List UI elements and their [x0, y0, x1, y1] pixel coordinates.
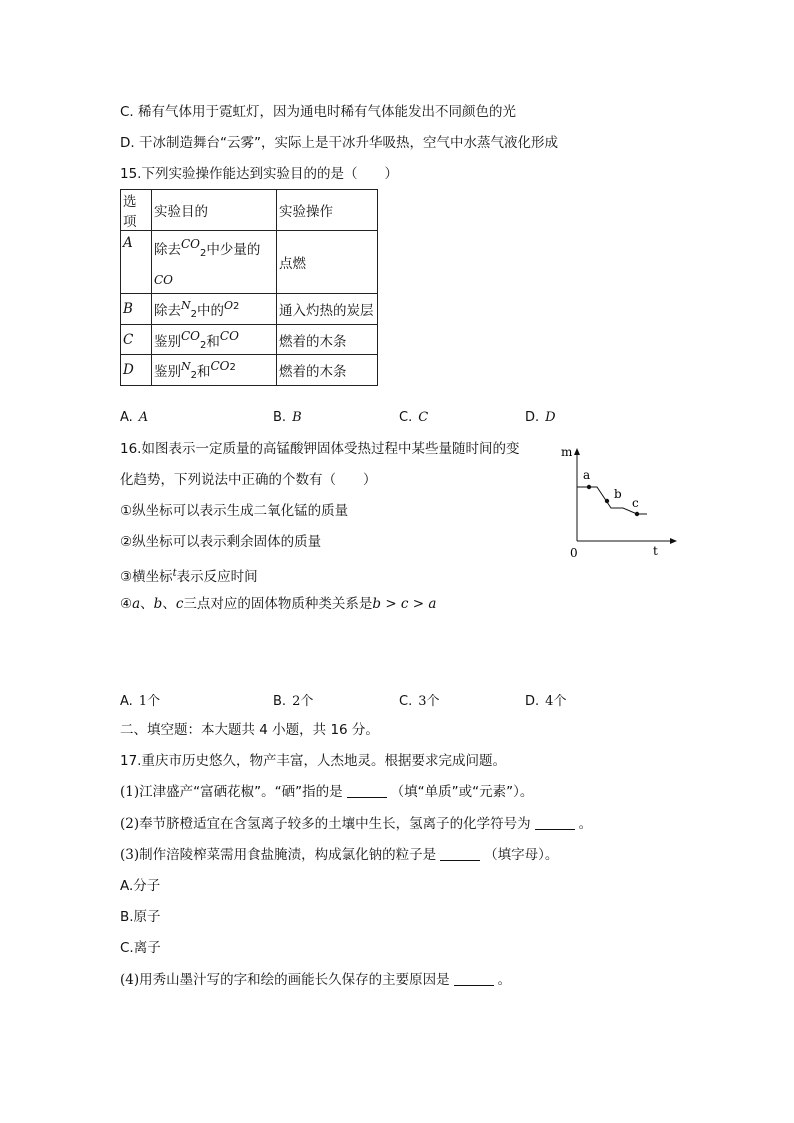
answer-blank[interactable]	[454, 973, 494, 986]
header-action: 实验操作	[277, 190, 378, 231]
question-16-stem-line2: 化趋势，下列说法中正确的个数有（ ）	[120, 472, 377, 488]
q15-option-b[interactable]: B. B	[273, 410, 302, 425]
statement-1: ①纵坐标可以表示生成二氧化锰的质量	[120, 503, 349, 519]
point-c	[635, 512, 639, 516]
question-16-stem-line1: 16.如图表示一定质量的高锰酸钾固体受热过程中某些量随时间的变	[120, 441, 520, 457]
label-a: a	[583, 468, 591, 482]
q16-option-d[interactable]: D. 4个	[525, 694, 567, 709]
option-c-text: C. 稀有气体用于霓虹灯，因为通电时稀有气体能发出不同颜色的光	[120, 104, 517, 120]
table-row	[121, 231, 378, 294]
question-17-stem: 17.重庆市历史悠久，物产丰富，人杰地灵。根据要求完成问题。	[120, 753, 506, 769]
row-label: C	[121, 325, 152, 355]
x-axis-arrow	[670, 538, 677, 544]
q17-option-b[interactable]: B.原子	[120, 909, 161, 925]
statement-2: ②纵坐标可以表示剩余固体的质量	[120, 534, 322, 550]
answer-blank[interactable]	[440, 848, 480, 861]
row-action: 点燃	[277, 231, 378, 294]
origin-label: 0	[570, 546, 578, 560]
row-label: B	[121, 294, 152, 325]
table-header-row	[121, 190, 378, 231]
question-15-stem: 15.下列实验操作能达到实验目的的是（ ）	[120, 166, 398, 182]
row-purpose: 除去$CO_2$中少量的 CO	[152, 231, 277, 294]
row-action: 通入灼热的炭层	[277, 294, 378, 325]
table-row	[121, 325, 378, 355]
q17-part-4: (4)用秀山墨汁写的字和绘的画能长久保存的主要原因是 。	[120, 972, 512, 988]
row-purpose: 鉴别$^N_2$和$CO^2$	[152, 355, 277, 386]
label-b: b	[614, 487, 622, 501]
statement-3: ③横坐标$^t$表示反应时间	[120, 568, 258, 585]
label-c: c	[632, 496, 639, 510]
point-b	[605, 499, 609, 503]
q15-option-d[interactable]: D. D	[525, 410, 556, 425]
row-action: 燃着的木条	[277, 355, 378, 386]
table-row	[121, 294, 378, 325]
q16-option-c[interactable]: C. 3个	[399, 694, 440, 709]
q16-option-a[interactable]: A. 1个	[120, 694, 161, 709]
statement-4: ④a、b、c三点对应的固体物质种类关系是b > c > a	[120, 596, 437, 612]
row-label: D	[121, 355, 152, 386]
q16-option-b[interactable]: B. 2个	[273, 694, 314, 709]
x-axis-label: t	[653, 544, 658, 558]
row-purpose: 鉴别$CO_2$和CO	[152, 325, 277, 355]
header-option: 选项	[121, 190, 152, 231]
row-label: A	[121, 231, 152, 294]
q17-option-a[interactable]: A.分子	[120, 878, 161, 894]
row-action: 燃着的木条	[277, 325, 378, 355]
answer-blank[interactable]	[347, 785, 387, 798]
q15-option-c[interactable]: C. C	[399, 410, 429, 425]
option-d-text: D. 干冰制造舞台“云雾”，实际上是干冰升华吸热，空气中水蒸气液化形成	[120, 135, 558, 151]
q15-option-a[interactable]: A. A	[120, 410, 149, 425]
answer-blank[interactable]	[535, 817, 575, 830]
q17-part-3: (3)制作涪陵榨菜需用食盐腌渍，构成氯化钠的粒子是 （填字母）。	[120, 847, 559, 863]
header-purpose: 实验目的	[152, 190, 277, 231]
section-2-heading: 二、填空题：本大题共 4 小题，共 16 分。	[120, 722, 379, 738]
q17-part-2: (2)奉节脐橙适宜在含氢离子较多的土壤中生长，氢离子的化学符号为 。	[120, 816, 593, 832]
point-a	[587, 485, 591, 489]
mass-time-graph	[555, 440, 685, 565]
table-row	[121, 355, 378, 386]
y-axis-arrow	[574, 448, 580, 455]
row-purpose: 除去$^N_2$中的$^{O2}$	[152, 294, 277, 325]
experiment-table	[120, 189, 378, 386]
q17-part-1: (1)江津盛产“富硒花椒”。“硒”指的是 （填“单质”或“元素”）。	[120, 784, 534, 800]
y-axis-label: m	[561, 445, 573, 459]
q17-option-c[interactable]: C.离子	[120, 940, 161, 956]
